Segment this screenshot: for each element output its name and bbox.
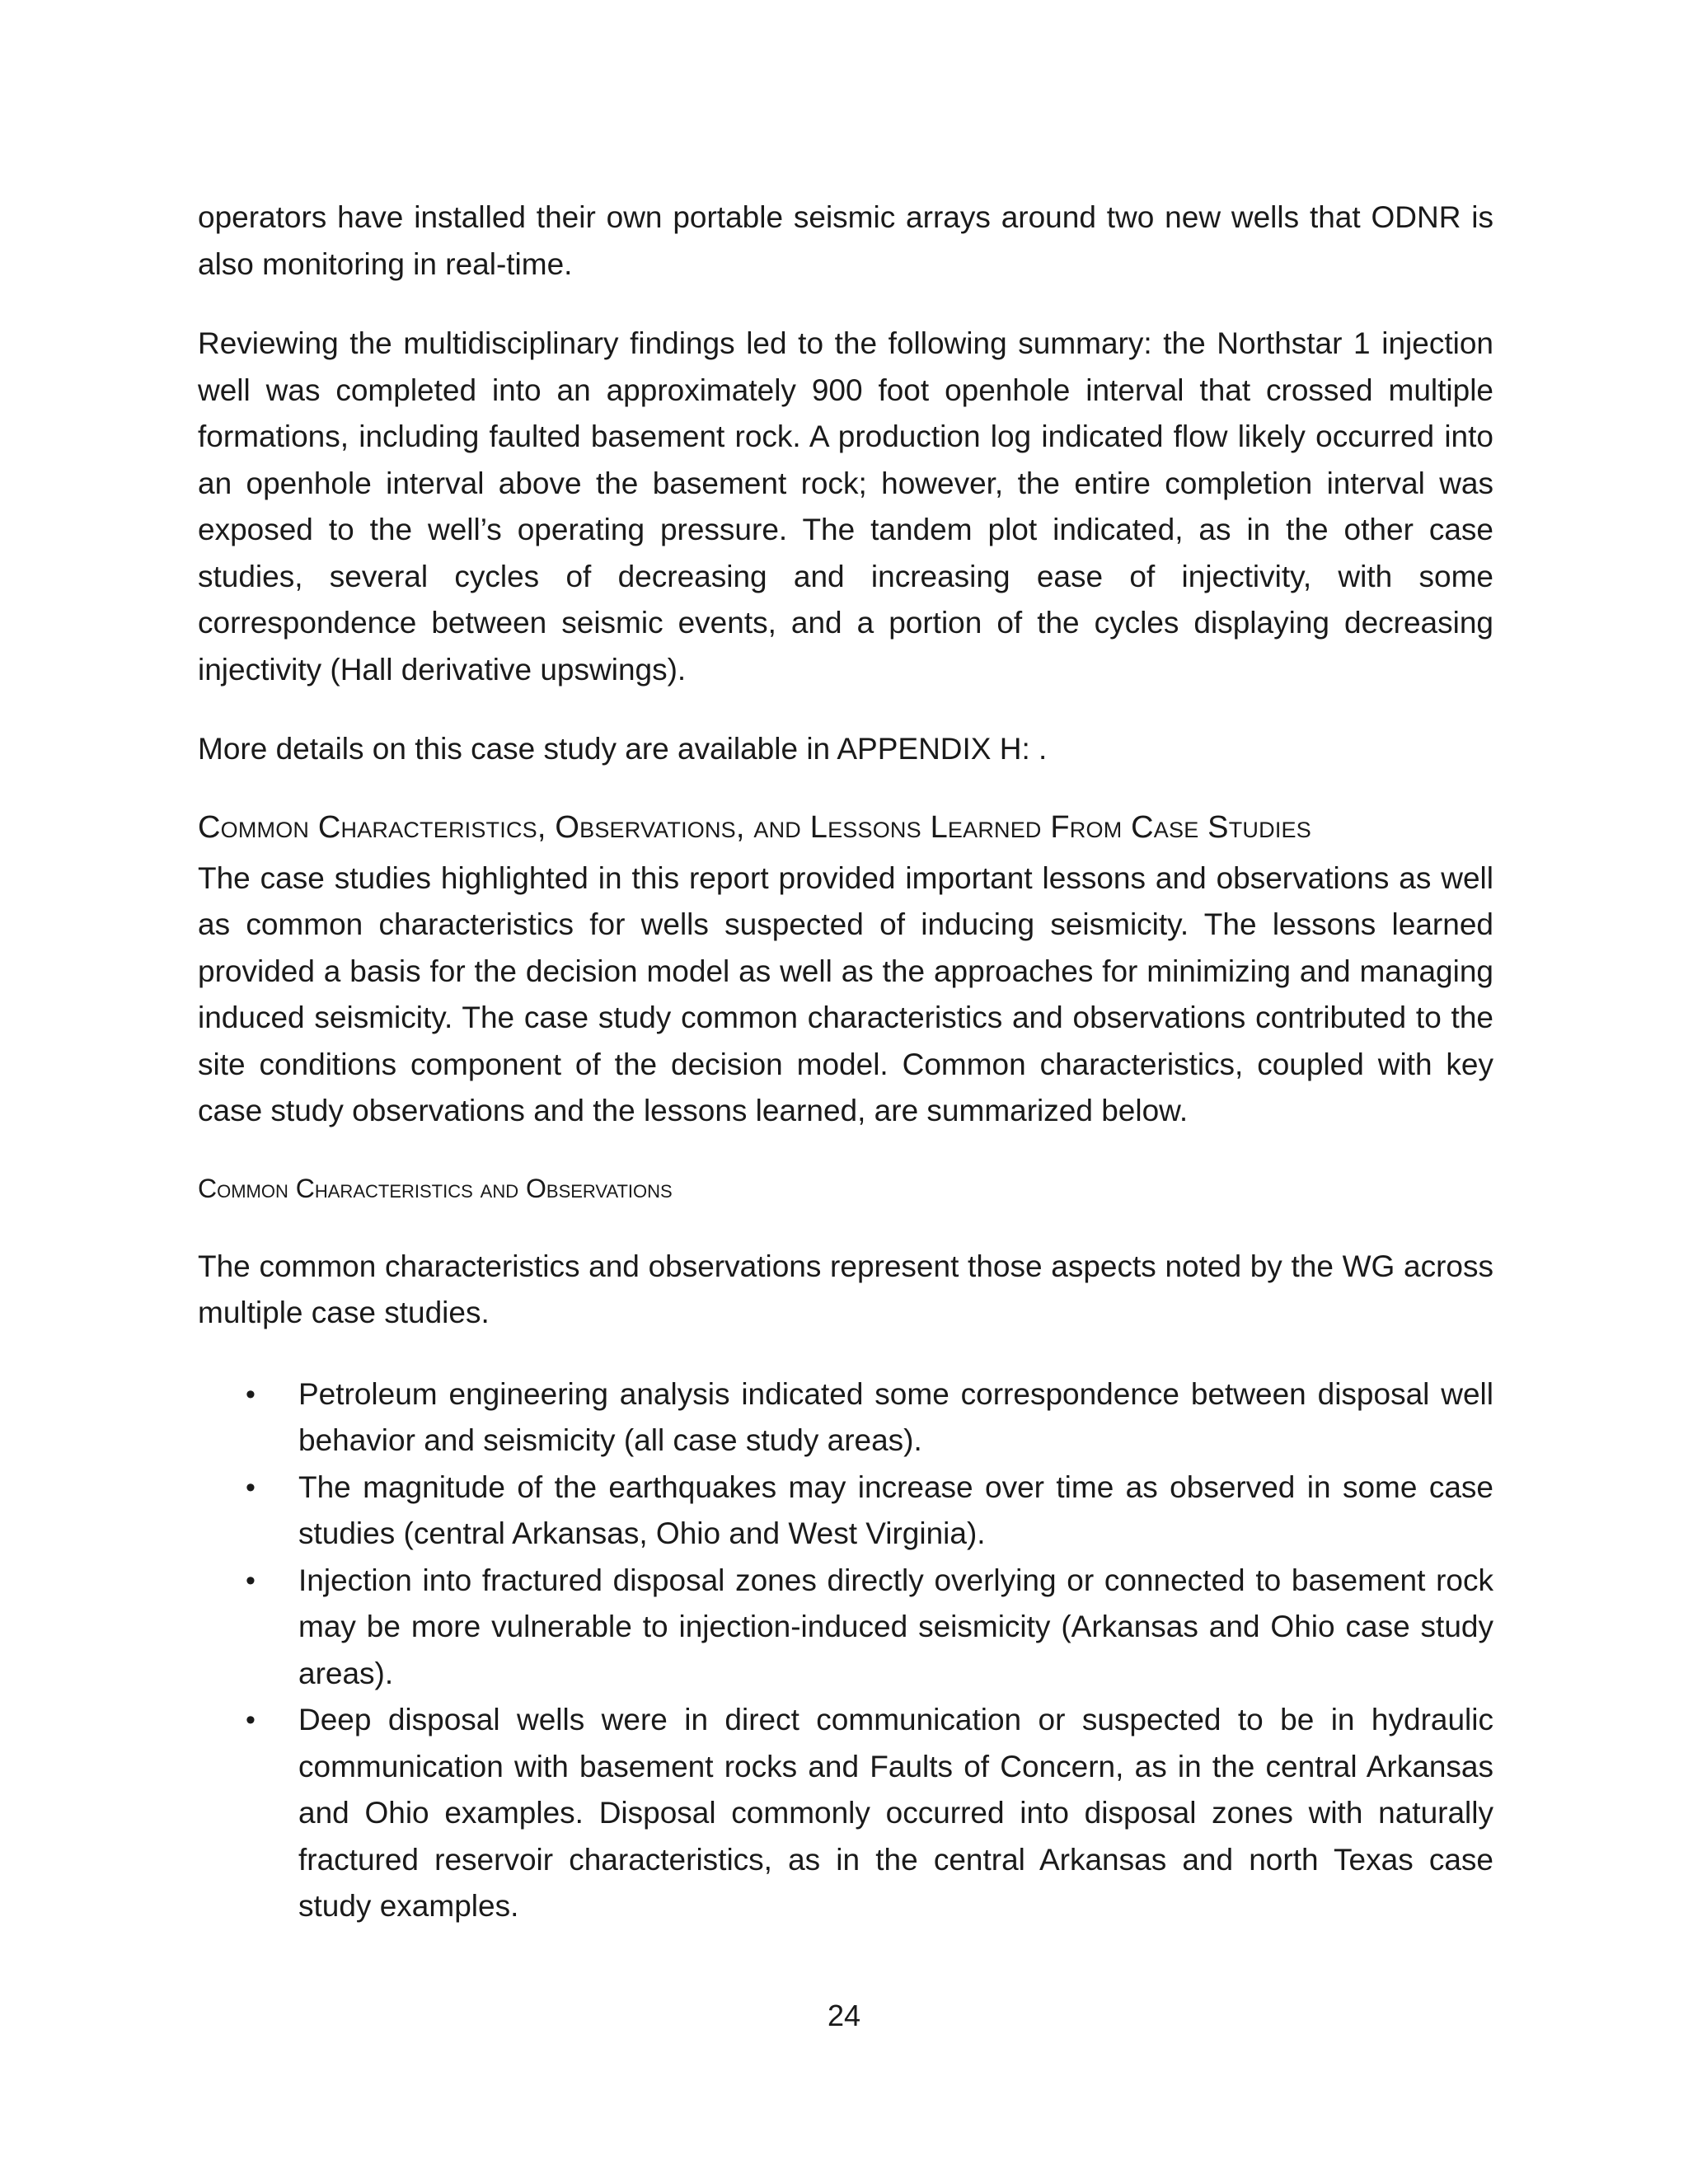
paragraph-multidisciplinary-summary: Reviewing the multidisciplinary findings led to the following summary: the Northstar 1 injection well was completed into an approximately 900 foot openhole interval that crossed multiple formations, including faulted basement rock. A production log indicated flow likely occurred into an openhole interval above the basement rock; however, the entire completion interval was exposed to the well’s operating pressure. The tandem plot indicated, as in the other case studies, several cycles of decreasing and increasing ease of injectivity, with some correspondence between seismic events, and a portion of the cycles displaying decreasing injectivity (Hall derivative upswings). [198, 326, 1493, 687]
list-item [198, 1558, 1493, 1698]
paragraph-appendix-reference: More details on this case study are available in APPENDIX H: . [198, 732, 1048, 766]
bullet-icon: • [246, 1704, 256, 1736]
section-heading: Common Characteristics, Observations, and Lessons Learned From Case Studies [198, 809, 1311, 845]
bullet-icon: • [246, 1378, 256, 1410]
bullet-list [198, 1371, 1493, 1930]
paragraph-common-characteristics: The common characteristics and observations represent those aspects noted by the WG across multiple case studies. [198, 1249, 1493, 1329]
list-item [198, 1371, 1493, 1465]
document-page [198, 194, 1493, 1930]
list-item [198, 1465, 1493, 1558]
list-item-text: Petroleum engineering analysis indicated some correspondence between disposal well behavior and seismicity (all case study areas). [298, 1376, 1493, 1457]
list-item-text: Injection into fractured disposal zones directly overlying or connected to basement rock may be more vulnerable to injection-induced seismicity (Arkansas and Ohio case study areas). [298, 1563, 1493, 1690]
subsection-heading: Common Characteristics and Observations [198, 1173, 673, 1203]
list-item-text: The magnitude of the earthquakes may increase over time as observed in some case studies (central Arkansas, Ohio and West Virginia). [298, 1469, 1493, 1550]
paragraph-case-studies-intro: The case studies highlighted in this report provided important lessons and observations as well as common characteristics for wells suspected of inducing seismicity. The lessons learned provided a basis for the decision model as well as the approaches for minimizing and managing induced seismicity. The case study common characteristics and observations contributed to the site conditions component of the decision model. Common characteristics, coupled with key case study observations and the lessons learned, are summarized below. [198, 860, 1493, 1127]
list-item-text: Deep disposal wells were in direct communication or suspected to be in hydraulic communication with basement rocks and Faults of Concern, as in the central Arkansas and Ohio examples. Disposal commonly occurred into disposal zones with naturally fractured reservoir characteristics, as in the central Arkansas and north Texas case study examples. [298, 1703, 1493, 1923]
paragraph-operators-arrays: operators have installed their own portable seismic arrays around two new wells that ODNR is also monitoring in real-time. [198, 200, 1493, 281]
list-item [198, 1697, 1493, 1930]
page-number: 24 [827, 1999, 861, 2032]
bullet-icon: • [246, 1471, 256, 1503]
bullet-icon: • [246, 1564, 256, 1596]
